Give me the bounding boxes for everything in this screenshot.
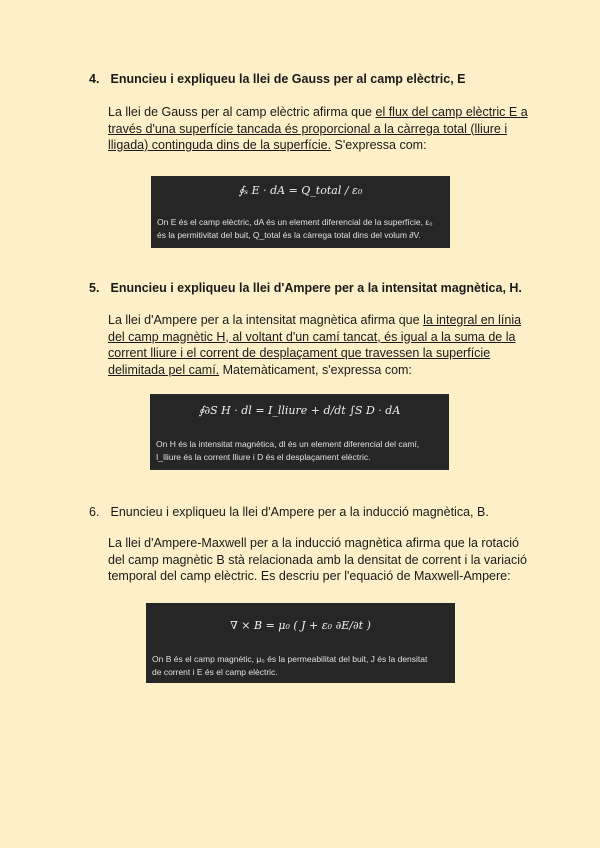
section-6-heading xyxy=(89,505,489,519)
section-6-caption-line1: On B és el camp magnètic, μ₀ és la permeabilitat del buit, J és la densitat xyxy=(152,654,428,664)
section-4-equation-box xyxy=(151,176,450,248)
section-4-para-pre: La llei de Gauss per al camp elèctric afirma que xyxy=(108,105,376,119)
section-6-caption-line2: de corrent i E és el camp elèctric. xyxy=(152,667,278,677)
section-4-caption-line2: és la permitivitat del buit, Q_total és la càrrega total dins del volum ∂V. xyxy=(157,230,421,240)
section-4-caption xyxy=(157,216,444,242)
section-5-para-underlined: la integral en línia del camp magnètic H, al voltant d'un camí tancat, és igual a la suma de la corrent lliure i el corrent de desplaçament que travessen la superfície delimitada pel camí. xyxy=(108,313,522,377)
section-4-number: 4. xyxy=(89,72,100,86)
section-6-number: 6. xyxy=(89,505,100,519)
section-5-equation-box xyxy=(150,394,449,470)
section-5-caption-line1: On H és la intensitat magnètica, dl és un element diferencial del camí, xyxy=(156,439,420,449)
section-4-title: Enuncieu i expliqueu la llei de Gauss per al camp elèctric, E xyxy=(110,72,466,86)
section-5-para-post: Matemàticament, s'expressa com: xyxy=(219,362,412,377)
section-4-equation: ∮ₛ E · dA = Q_total / ε₀ xyxy=(238,184,363,197)
section-5-heading xyxy=(89,281,522,295)
section-5-title: Enuncieu i expliqueu la llei d'Ampere per a la intensitat magnètica, H. xyxy=(110,281,522,295)
section-6-equation: ∇ × B = μ₀ ( J + ε₀ ∂E/∂t ) xyxy=(230,619,371,632)
section-6-title: Enuncieu i expliqueu la llei d'Ampere per a la inducció magnètica, B. xyxy=(110,505,489,519)
section-5-caption xyxy=(156,438,443,464)
section-5-number: 5. xyxy=(89,281,100,295)
section-6-paragraph: La llei d'Ampere-Maxwell per a la inducció magnètica afirma que la rotació del camp magnètic B stà relacionada amb la densitat de corrent i la variació temporal del camp elèctric. Es descriu per l'equació de Maxwell-Ampere: xyxy=(108,536,527,583)
section-4-paragraph xyxy=(108,104,533,154)
section-5-equation: ∮∂S H · dl = I_lliure + d/dt ∫S D · dA xyxy=(198,404,401,417)
section-5-para-pre: La llei d'Ampere per a la intensitat magnètica afirma que xyxy=(108,313,424,327)
section-4-caption-line1: On E és el camp elèctric, dA és un element diferencial de la superfície, ε₀ xyxy=(157,217,433,227)
section-6-caption xyxy=(152,653,449,679)
section-5-paragraph xyxy=(108,312,533,378)
section-6-equation-box xyxy=(146,603,455,683)
section-5-caption-line2: I_lliure és la corrent lliure i D és el desplaçament elèctric. xyxy=(156,452,371,462)
section-4-para-underlined: el flux del camp elèctric E a través d'una superfície tancada és proporcional a la càrrega total (lliure i lligada) continguda dins de la superfície. xyxy=(108,105,528,152)
section-4-para-post: S'expressa com: xyxy=(331,138,427,152)
section-4-heading xyxy=(89,72,465,86)
